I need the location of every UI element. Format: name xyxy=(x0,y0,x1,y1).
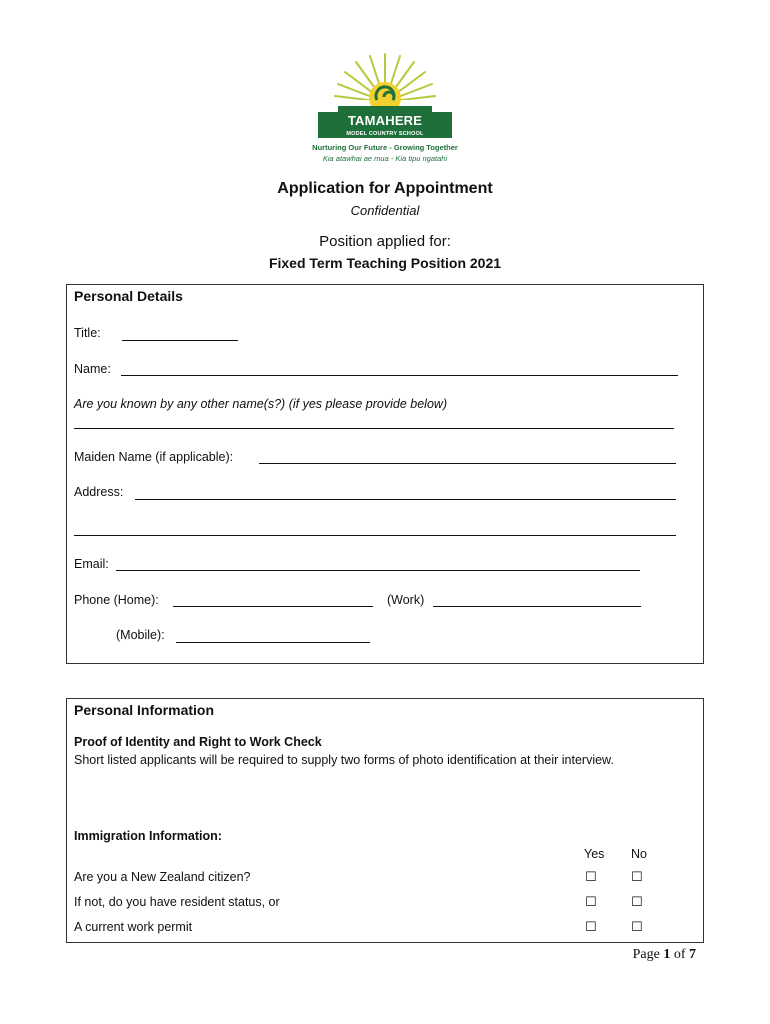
page-of: of xyxy=(673,947,686,962)
question-resident: If not, do you have resident status, or xyxy=(74,895,280,909)
phone-home-field[interactable] xyxy=(173,606,373,607)
immigration-heading: Immigration Information: xyxy=(74,829,222,843)
personal-details-heading: Personal Details xyxy=(74,288,183,304)
position-label: Position applied for: xyxy=(319,233,451,250)
sun-icon xyxy=(300,50,470,120)
phone-work-label: (Work) xyxy=(387,593,425,607)
logo-tagline-maori: Kia atawhai ae mua - Kia tipu ngatahi xyxy=(322,154,448,163)
confidential-label: Confidential xyxy=(350,203,420,218)
phone-work-field[interactable] xyxy=(433,606,641,607)
address-field-line-2[interactable] xyxy=(74,535,676,536)
email-field[interactable] xyxy=(116,570,640,571)
page-current: 1 xyxy=(663,947,671,962)
work-permit-no-checkbox[interactable]: ☐ xyxy=(631,919,643,934)
citizen-no-checkbox[interactable]: ☐ xyxy=(631,869,643,884)
resident-yes-checkbox[interactable]: ☐ xyxy=(585,894,597,909)
name-field[interactable] xyxy=(121,375,678,376)
other-names-label: Are you known by any other name(s?) (if yes please provide below) xyxy=(74,397,448,411)
question-work-permit: A current work permit xyxy=(74,920,193,934)
proof-of-identity-text: Short listed applicants will be required to supply two forms of photo identification at their interview. xyxy=(74,753,614,767)
phone-mobile-label: (Mobile): xyxy=(116,628,165,642)
maiden-name-label: Maiden Name (if applicable): xyxy=(74,450,234,464)
phone-home-label: Phone (Home): xyxy=(74,593,159,607)
no-column-header: No xyxy=(631,847,647,861)
logo-subtitle: MODEL COUNTRY SCHOOL xyxy=(318,130,452,138)
phone-mobile-field[interactable] xyxy=(176,642,370,643)
email-label: Email: xyxy=(74,557,109,571)
proof-of-identity-heading: Proof of Identity and Right to Work Check xyxy=(74,735,322,749)
work-permit-yes-checkbox[interactable]: ☐ xyxy=(585,919,597,934)
page-prefix: Page xyxy=(632,947,660,962)
title-field[interactable] xyxy=(122,340,238,341)
yes-column-header: Yes xyxy=(584,847,605,861)
document-title: Application for Appointment xyxy=(277,180,493,197)
other-names-field[interactable] xyxy=(74,428,674,429)
logo-name: TAMAHERE xyxy=(318,112,452,130)
position-value: Fixed Term Teaching Position 2021 xyxy=(268,255,502,271)
citizen-yes-checkbox[interactable]: ☐ xyxy=(585,869,597,884)
page-total: 7 xyxy=(689,947,696,962)
address-field-line-1[interactable] xyxy=(135,499,676,500)
maiden-name-field[interactable] xyxy=(259,463,676,464)
logo-tagline: Nurturing Our Future - Growing Together xyxy=(312,143,458,152)
name-label: Name: xyxy=(74,362,111,376)
personal-information-heading: Personal Information xyxy=(74,702,215,718)
question-citizen: Are you a New Zealand citizen? xyxy=(74,870,251,884)
resident-no-checkbox[interactable]: ☐ xyxy=(631,894,643,909)
address-label: Address: xyxy=(74,485,124,499)
personal-details-section xyxy=(66,284,704,664)
title-label: Title: xyxy=(74,326,101,340)
page-number xyxy=(633,947,696,963)
